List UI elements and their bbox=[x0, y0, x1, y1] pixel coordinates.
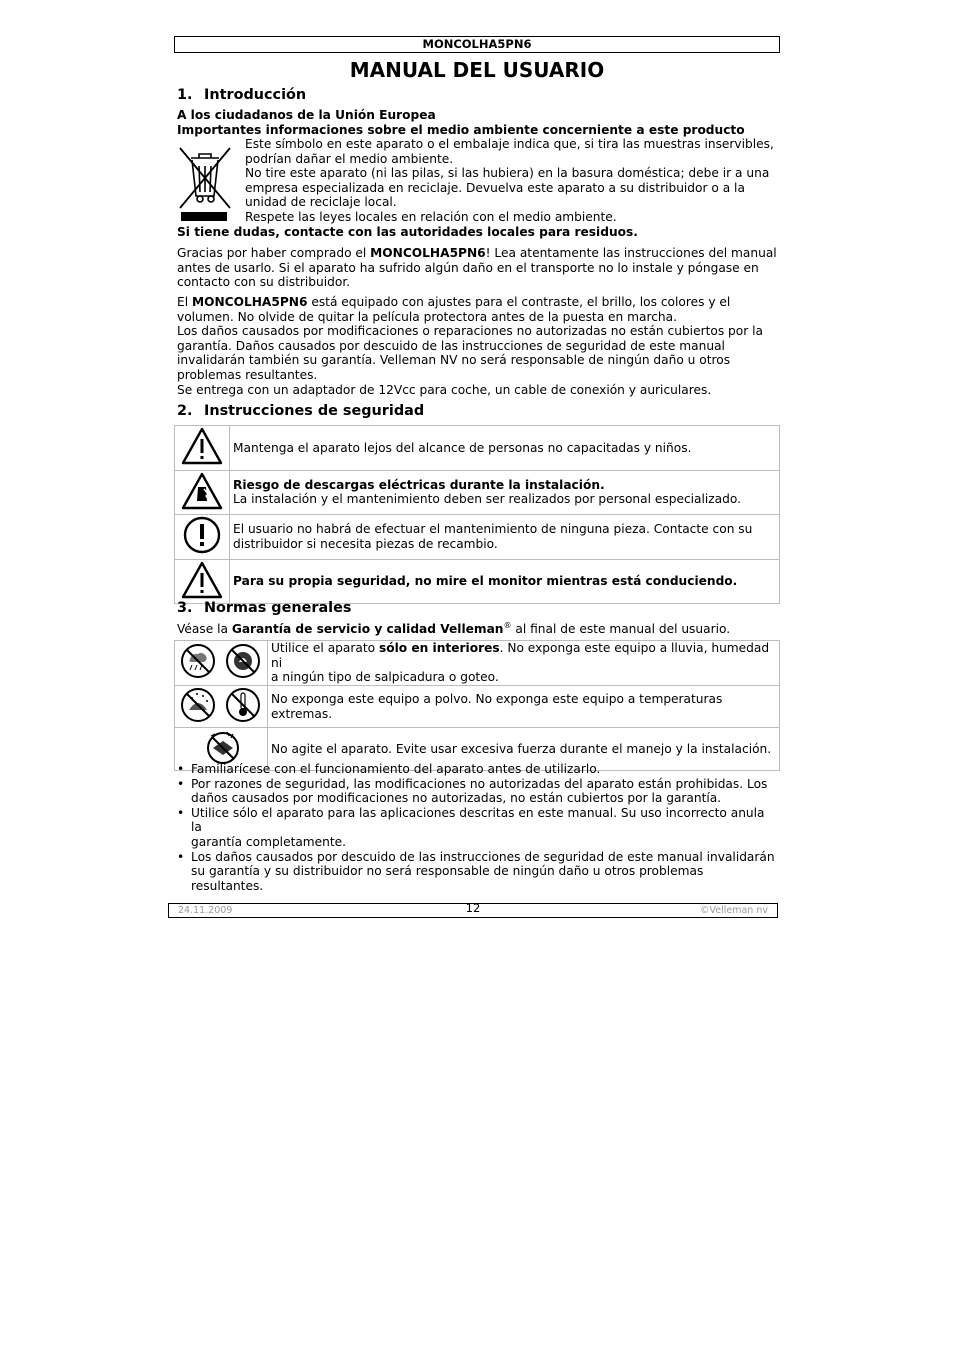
rules-text-dust: No exponga este equipo a polvo. No exponga este equipo a temperaturas extremas. bbox=[268, 685, 780, 728]
no-dust-icon bbox=[182, 689, 214, 721]
page-footer bbox=[168, 903, 778, 918]
exclamation-circle-icon bbox=[175, 515, 230, 560]
safety-table bbox=[174, 425, 780, 604]
doubt-notice: Si tiene dudas, contacte con las autoridades locales para residuos. bbox=[177, 225, 638, 239]
intro-paragraph-2: El MONCOLHA5PN6 está equipado con ajustes para el contraste, el brillo, los colores y el volumen. No olvide de quitar la película protectora antes de la puesta en marcha. Los daños causados por modificaciones o reparaciones no autorizadas no están cubiertos por la garantía. Daños causados por descuido de las instrucciones de seguridad de este manual invalidarán también su garantía. Velleman NV no será responsable de ningún daño u otros problemas resultantes. Se entrega con un adaptador de 12Vcc para coche, un cable de conexión y auriculares. bbox=[177, 295, 763, 397]
footer-copyright: ©Velleman nv bbox=[700, 905, 768, 916]
environment-title: Importantes informaciones sobre el medio ambiente concerniente a este producto bbox=[177, 123, 745, 137]
rules-row bbox=[175, 641, 780, 686]
weee-description: Este símbolo en este aparato o el embalaje indica que, si tira las muestras inservibles, podrían dañar el medio ambiente. No tire este aparato (ni las pilas, si las hubiera) en la basura doméstica; debe ir a una empresa especializada en reciclaje. Devuelva este aparato a su distribuidor o a la unidad de reciclaje local. Respete las leyes locales en relación con el medio ambiente. bbox=[245, 137, 774, 224]
section-2-heading: 2. Instrucciones de seguridad bbox=[177, 403, 425, 419]
model-header: MONCOLHA5PN6 bbox=[174, 36, 780, 53]
safety-text-maintenance: El usuario no habrá de efectuar el mantenimiento de ninguna pieza. Contacte con su distribuidor si necesita piezas de recambio. bbox=[230, 515, 780, 560]
electric-shock-warning-icon bbox=[175, 470, 230, 515]
list-item: • Familiarícese con el funcionamiento del aparato antes de utilizarlo. bbox=[177, 762, 779, 777]
rules-row bbox=[175, 685, 780, 728]
no-extreme-temperature-icon bbox=[227, 689, 259, 721]
warranty-reference: Véase la Garantía de servicio y calidad Velleman® al final de este manual del usuario. bbox=[177, 620, 731, 636]
page-number: 12 bbox=[465, 901, 481, 915]
page-title: MANUAL DEL USUARIO bbox=[349, 58, 605, 82]
general-rules-table bbox=[174, 640, 780, 771]
general-rules-list bbox=[177, 762, 779, 893]
safety-row bbox=[175, 515, 780, 560]
rules-text-indoor: Utilice el aparato sólo en interiores. No exponga este equipo a lluvia, humedad ni a ningún tipo de salpicadura o goteo. bbox=[268, 641, 780, 686]
rules-text-shaking: No agite el aparato. Evite usar excesiva fuerza durante el manejo y la instalación. bbox=[268, 728, 780, 771]
footer-date: 24.11.2009 bbox=[178, 905, 233, 916]
warning-triangle-icon bbox=[175, 559, 230, 604]
no-moisture-icon bbox=[227, 645, 259, 677]
warning-triangle-icon bbox=[175, 426, 230, 471]
list-item: • Los daños causados por descuido de las instrucciones de seguridad de este manual invalidarán su garantía y su distribuidor no será responsable de ningún daño u otros problemas resultantes. bbox=[177, 850, 779, 894]
eu-citizens-title: A los ciudadanos de la Unión Europea bbox=[177, 108, 436, 122]
list-item: • Utilice sólo el aparato para las aplicaciones descritas en este manual. Su uso incorrecto anula la garantía completamente. bbox=[177, 806, 779, 850]
safety-text-electric: Riesgo de descargas eléctricas durante la instalación. La instalación y el mantenimiento deben ser realizados por personal especializado. bbox=[230, 470, 780, 515]
safety-row bbox=[175, 559, 780, 604]
safety-text-driving: Para su propia seguridad, no mire el monitor mientras está conduciendo. bbox=[230, 559, 780, 604]
list-item: • Por razones de seguridad, las modificaciones no autorizadas del aparato están prohibidas. Los daños causados por modificaciones no autorizadas, no están cubiertos por la garantía. bbox=[177, 777, 779, 806]
no-rain-icon bbox=[182, 645, 214, 677]
section-3-heading: 3. Normas generales bbox=[177, 600, 352, 616]
section-1-heading: 1. Introducción bbox=[177, 87, 307, 103]
intro-paragraph-1: Gracias por haber comprado el MONCOLHA5PN6! Lea atentamente las instrucciones del manual antes de usarlo. Si el aparato ha sufrido algún daño en el transporte no lo instale y póngase en contacto con su distribuidor. bbox=[177, 246, 777, 290]
safety-row bbox=[175, 426, 780, 471]
rules-icons-cell bbox=[175, 641, 268, 686]
weee-bin-icon bbox=[177, 144, 233, 224]
safety-row bbox=[175, 470, 780, 515]
safety-text-children: Mantenga el aparato lejos del alcance de personas no capacitadas y niños. bbox=[230, 426, 780, 471]
rules-icons-cell bbox=[175, 685, 268, 728]
